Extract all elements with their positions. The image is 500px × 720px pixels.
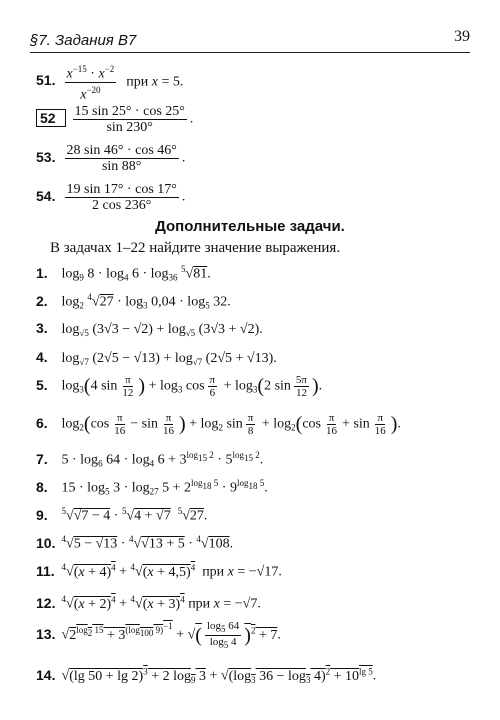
problem-number: 54. [36,187,56,204]
problem-1: 1. $\log_9 8 \cdot \log_4 6 \cdot \log_{36} ^5√81$. [36,264,211,283]
problem-52: 52 $\frac{15 \sin 25^\circ \cdot \cos 25^\circ}{\sin 230^\circ}$ . [36,104,193,135]
section-title: §7. Задания В7 [30,32,137,49]
fraction: $\frac{15 \sin 25^\circ \cdot \cos 25^\circ}{\sin 230^\circ}$ [74,104,185,135]
problem-number-boxed: 52 [36,109,66,127]
problem-number: 3. [36,320,48,336]
extra-tasks-title: Дополнительные задачи. [155,218,345,235]
problem-number: 2. [36,292,48,309]
page-number: 39 [454,28,470,45]
problem-14: 14. √(lg 50 + lg 2)$^3$ + 2 $\log_9 3 + √(\log_3$ $36 - \log_3 4)^2 + 10^{lg 5}$. [36,666,377,685]
problem-7: 7. $5 \cdot \log_6 64 \cdot \log_4 6 + 3^{log_{15} 2} \cdot 5^{log_{15} 2}$. [36,450,264,469]
problem-10: 10. $^4$√5 − √13 · $^4$√√13 + 5 · $^4$√108. [36,534,234,552]
problem-13: 13. $√2^{log_2 15} + 3^{(log_{100} 9)^{-1}}$ + √( $\frac{\log_5 64}{\log_5 4}$ )$^2$ + 7. [36,620,281,650]
problem-number: 5. [36,376,48,393]
problem-54: 54. $\frac{19 \sin 17^\circ \cdot \cos 17^\circ}{2 \cos 236^\circ}$ . [36,182,186,213]
problem-51: 51. $\frac{x^{-15} \cdot x^{-2}}{x^{-20}}$ при x = 5. [36,64,184,103]
extra-tasks-instruction: В задачах 1–22 найдите значение выражения. [50,240,341,256]
problem-2: 2. $\log_2 ^4√27 \cdot \log_3 0,04 \cdot \log_5 32$. [36,292,231,311]
fraction: $\frac{19 \sin 17^\circ \cdot \cos 17^\circ}{2 \cos 236^\circ}$ [66,182,177,213]
problem-number: 6. [36,414,48,431]
problem-number: 12. [36,594,56,611]
problem-number: 7. [36,450,48,467]
problem-number: 1. [36,264,48,281]
problem-number: 10. [36,534,56,551]
problem-number: 14. [36,666,56,683]
problem-8: 8. $15 \cdot \log_5 3 \cdot \log_{27} 5 + 2^{log_{18} 5} \cdot 9^{log_{18} 5}$. [36,478,268,497]
problem-11: 11. $^4√(x + 4)^4 + ^4√(x + 4,5)^4$ при x = −√17. [36,562,282,580]
problem-number: 11. [36,562,55,579]
problem-12: 12. $^4√(x + 2)^4 + ^4√(x + 3)^4$ при x = −√7. [36,594,261,612]
problem-number: 8. [36,478,48,495]
problem-number: 13. [36,625,56,642]
problem-number: 9. [36,506,48,523]
problem-number: 53. [36,148,56,165]
problem-3: 3. $\log_{√5} (3√3 - √2) + \log_{√5} (3√3 + √2)$. [36,320,263,338]
problem-53: 53. $\frac{28 \sin 46^\circ \cdot \cos 46^\circ}{\sin 88^\circ}$ . [36,143,186,174]
fraction: $\frac{x^{-15} \cdot x^{-2}}{x^{-20}}$ [66,64,115,103]
page-header [30,28,470,50]
problem-4: 4. $\log_{√7} (2√5 - √13) + \log_{√7} (2√5 + √13)$. [36,349,277,367]
header-divider [30,52,470,53]
problem-6: 6. $\log_2(\cos$ $\frac{\pi}{16}$ − sin $\frac{\pi}{16}$ ) + $\log_2 \sin$ $\frac{\pi}{8}$ + $\log_2(\cos$ $\frac{\pi}{16}$ + sin $\frac{\pi}{16}$ ). [36,412,401,437]
problem-number: 51. [36,72,56,89]
problem-5: 5. $\log_3(4$ sin $\frac{\pi}{12}$ ) + $\log_3 \cos$ $\frac{\pi}{6}$ + $\log_3(2$ sin $\frac{5\pi}{12}$ ). [36,374,323,399]
problem-number: 4. [36,349,48,365]
fraction: $\frac{28 \sin 46^\circ \cdot \cos 46^\circ}{\sin 88^\circ}$ [66,143,177,174]
problem-9: 9. $^5$√√7 − 4 · $^5$√4 + √7 $^5$√27. [36,506,208,524]
